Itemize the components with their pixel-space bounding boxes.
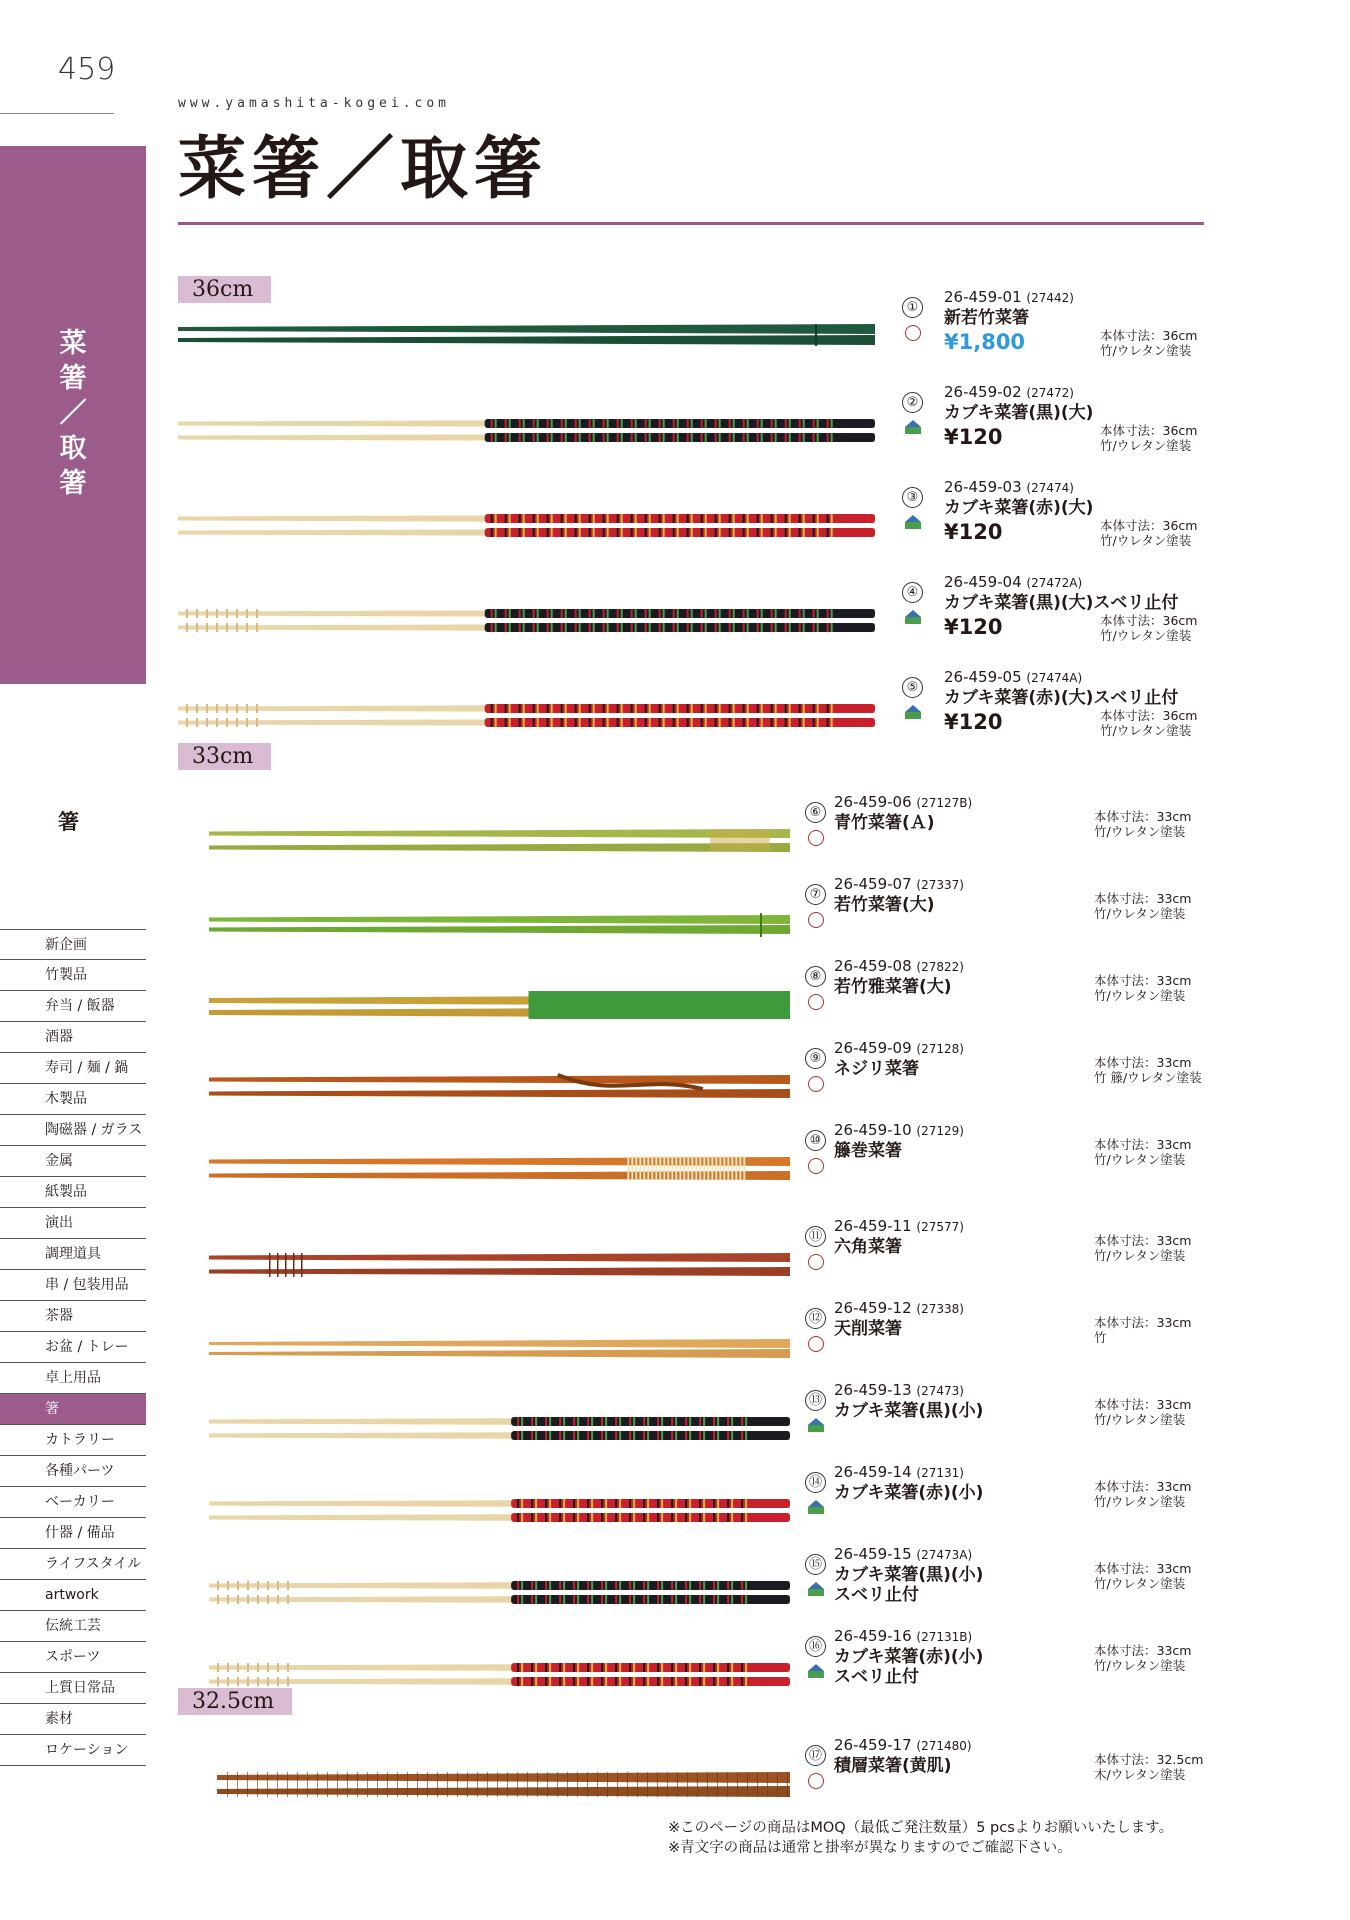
spec-size: 本体寸法：36cm <box>1100 708 1198 723</box>
nav-item[interactable]: 上質日常品 <box>0 1673 146 1704</box>
product-name <box>834 1401 983 1421</box>
product-name <box>834 1237 902 1257</box>
product-code <box>834 1381 964 1399</box>
item-number-badge: ⑬ <box>805 1390 826 1411</box>
item-number-badge: ⑨ <box>805 1048 826 1069</box>
item-number-badge: ⑭ <box>805 1472 826 1493</box>
origin-icon <box>905 325 921 341</box>
spec-material: 竹/ウレタン塗装 <box>1094 1576 1186 1591</box>
code-reference: (27338) <box>916 1302 964 1316</box>
nav-item[interactable]: 箸 <box>0 1394 146 1425</box>
product-name <box>944 688 1178 708</box>
product-spec <box>1100 518 1197 548</box>
product-name-line: 六角菜箸 <box>834 1237 902 1257</box>
spec-material: 竹/ウレタン塗装 <box>1094 988 1186 1003</box>
code-number: 26-459-07 <box>834 875 912 893</box>
spec-size: 本体寸法：33cm <box>1094 1397 1192 1412</box>
nav-item[interactable]: 素材 <box>0 1704 146 1735</box>
product-spec <box>1100 708 1197 738</box>
origin-icon <box>808 830 824 846</box>
product-name-line: 青竹菜箸(Ａ) <box>834 813 935 833</box>
spec-material: 竹/ウレタン塗装 <box>1094 1658 1186 1673</box>
spec-material: 竹/ウレタン塗装 <box>1094 906 1186 921</box>
origin-icon <box>808 1773 824 1789</box>
code-number: 26-459-12 <box>834 1299 912 1317</box>
spec-material: 竹 <box>1094 1330 1107 1345</box>
product-name <box>944 593 1178 613</box>
chopstick-image <box>209 1575 790 1609</box>
origin-icon <box>808 1254 824 1270</box>
product-name-line: カブキ菜箸(赤)(大) <box>944 498 1094 518</box>
product-spec <box>1100 423 1197 453</box>
page-number: 459 <box>58 52 116 87</box>
product-price: ¥120 <box>944 615 1003 639</box>
nav-item[interactable]: 演出 <box>0 1208 146 1239</box>
code-reference: (27127B) <box>916 796 973 810</box>
nav-item[interactable]: 茶器 <box>0 1301 146 1332</box>
product-name <box>834 977 952 997</box>
product-spec <box>1100 613 1197 643</box>
chopstick-image <box>209 1657 790 1691</box>
item-number-badge: ⑯ <box>805 1636 826 1657</box>
chopstick-image <box>209 1329 790 1363</box>
origin-icon <box>808 994 824 1010</box>
side-tab-char: ／ <box>59 398 87 429</box>
side-tab-char: 菜 <box>59 328 87 359</box>
product-code <box>944 478 1074 496</box>
product-name <box>834 1565 983 1605</box>
size-label-32-5cm: 32.5cm <box>178 1688 292 1715</box>
site-url[interactable]: www.yamashita-kogei.com <box>178 96 451 111</box>
code-number: 26-459-02 <box>944 383 1022 401</box>
code-number: 26-459-01 <box>944 288 1022 306</box>
item-number-badge: ⑥ <box>805 802 826 823</box>
product-name-line: カブキ菜箸(黒)(大)スベリ止付 <box>944 593 1179 613</box>
spec-material: 竹/ウレタン塗装 <box>1100 628 1192 643</box>
spec-material: 竹/ウレタン塗装 <box>1094 1494 1186 1509</box>
origin-icon <box>905 515 921 522</box>
spec-size: 本体寸法：33cm <box>1094 809 1192 824</box>
spec-size: 本体寸法：33cm <box>1094 973 1192 988</box>
product-spec <box>1094 1752 1203 1782</box>
nav-item[interactable]: 酒器 <box>0 1022 146 1053</box>
product-spec <box>1100 328 1197 358</box>
product-name <box>944 308 1029 328</box>
product-name-line: カブキ菜箸(赤)(大)スベリ止付 <box>944 688 1179 708</box>
size-label-33cm: 33cm <box>178 743 271 770</box>
origin-icon <box>808 1664 824 1671</box>
product-spec <box>1094 1055 1202 1085</box>
spec-material: 竹/ウレタン塗装 <box>1094 1152 1186 1167</box>
product-spec <box>1094 891 1191 921</box>
product-code <box>944 573 1082 591</box>
nav-item[interactable]: 新企画 <box>0 929 146 960</box>
origin-icon <box>905 610 921 617</box>
product-name-line: カブキ菜箸(黒)(小) <box>834 1565 984 1585</box>
code-number: 26-459-04 <box>944 573 1022 591</box>
spec-size: 本体寸法：32.5cm <box>1094 1752 1204 1767</box>
spec-material: 竹/ウレタン塗装 <box>1100 438 1192 453</box>
spec-size: 本体寸法：33cm <box>1094 1315 1192 1330</box>
chopstick-image <box>178 318 875 352</box>
spec-material: 竹/ウレタン塗装 <box>1100 533 1192 548</box>
spec-material: 竹 籐/ウレタン塗装 <box>1094 1070 1202 1085</box>
code-number: 26-459-13 <box>834 1381 912 1399</box>
code-number: 26-459-14 <box>834 1463 912 1481</box>
product-name <box>834 1647 983 1687</box>
footnote-moq: ※このページの商品はMOQ（最低ご発注数量）5 pcsよりお願いいたします。 <box>668 1820 1174 1836</box>
item-number-badge: ⑰ <box>805 1745 826 1766</box>
chopstick-image <box>178 698 875 732</box>
product-name-line: カブキ菜箸(黒)(小) <box>834 1401 984 1421</box>
nav-item[interactable]: 弁当 / 飯器 <box>0 991 146 1022</box>
product-spec <box>1094 1315 1191 1345</box>
code-reference: (27129) <box>916 1124 964 1138</box>
spec-size: 本体寸法：33cm <box>1094 1055 1192 1070</box>
origin-icon <box>808 1076 824 1092</box>
product-price: ¥120 <box>944 425 1003 449</box>
chopstick-image <box>209 823 790 857</box>
chopstick-image <box>209 1247 790 1281</box>
spec-material: 竹/ウレタン塗装 <box>1094 1412 1186 1427</box>
product-spec <box>1094 1643 1191 1673</box>
spec-size: 本体寸法：33cm <box>1094 1643 1192 1658</box>
product-spec <box>1094 973 1191 1003</box>
spec-size: 本体寸法：33cm <box>1094 1561 1192 1576</box>
product-name <box>834 895 935 915</box>
origin-icon <box>808 1418 824 1425</box>
chopstick-image <box>178 603 875 637</box>
product-spec <box>1094 1561 1191 1591</box>
spec-material: 木/ウレタン塗装 <box>1094 1767 1186 1782</box>
product-name-line: 新若竹菜箸 <box>944 308 1029 328</box>
product-spec <box>1094 1137 1191 1167</box>
code-reference: (27577) <box>916 1220 964 1234</box>
nav-item[interactable]: 串 / 包装用品 <box>0 1270 146 1301</box>
code-reference: (27131B) <box>916 1630 973 1644</box>
origin-icon <box>808 1158 824 1174</box>
nav-item[interactable]: 竹製品 <box>0 960 146 991</box>
item-number-badge: ⑧ <box>805 966 826 987</box>
nav-item[interactable]: 什器 / 備品 <box>0 1518 146 1549</box>
spec-material: 竹/ウレタン塗装 <box>1094 824 1186 839</box>
spec-material: 竹/ウレタン塗装 <box>1100 723 1192 738</box>
item-number-badge: ⑤ <box>902 677 923 698</box>
origin-icon <box>808 1500 824 1507</box>
nav-item[interactable]: artwork <box>0 1580 146 1611</box>
product-code <box>944 383 1074 401</box>
item-number-badge: ⑪ <box>805 1226 826 1247</box>
nav-item[interactable]: 寿司 / 麺 / 鍋 <box>0 1053 146 1084</box>
product-name-line: 若竹菜箸(大) <box>834 895 935 915</box>
code-reference: (27442) <box>1026 291 1074 305</box>
product-spec <box>1094 809 1191 839</box>
nav-item[interactable]: 紙製品 <box>0 1177 146 1208</box>
product-name-line: 天削菜箸 <box>834 1319 902 1339</box>
nav-item[interactable]: お盆 / トレー <box>0 1332 146 1363</box>
code-reference: (27822) <box>916 960 964 974</box>
side-tab-label <box>52 326 94 501</box>
chopstick-image <box>209 1411 790 1445</box>
nav-item[interactable]: カトラリー <box>0 1425 146 1456</box>
code-reference: (27337) <box>916 878 964 892</box>
item-number-badge: ⑫ <box>805 1308 826 1329</box>
spec-size: 本体寸法：33cm <box>1094 1137 1192 1152</box>
code-reference: (27474) <box>1026 481 1074 495</box>
chopstick-image <box>209 1493 790 1527</box>
nav-item[interactable]: 卓上用品 <box>0 1363 146 1394</box>
code-number: 26-459-15 <box>834 1545 912 1563</box>
product-spec <box>1094 1397 1191 1427</box>
origin-icon <box>905 420 921 427</box>
item-number-badge: ④ <box>902 582 923 603</box>
product-code <box>834 875 964 893</box>
chopstick-image <box>217 1766 790 1800</box>
nav-item[interactable]: ライフスタイル <box>0 1549 146 1580</box>
product-code <box>834 1627 972 1645</box>
nav-item[interactable]: 木製品 <box>0 1084 146 1115</box>
product-name-line: 籐巻菜箸 <box>834 1141 902 1161</box>
nav-item[interactable]: ベーカリー <box>0 1487 146 1518</box>
spec-material: 竹/ウレタン塗装 <box>1094 1248 1186 1263</box>
code-reference: (27473) <box>916 1384 964 1398</box>
code-number: 26-459-05 <box>944 668 1022 686</box>
product-name-line: 積層菜箸(黄肌) <box>834 1756 952 1776</box>
product-code <box>834 1463 964 1481</box>
chopstick-image <box>209 1151 790 1185</box>
spec-size: 本体寸法：33cm <box>1094 1233 1192 1248</box>
spec-size: 本体寸法：33cm <box>1094 891 1192 906</box>
item-number-badge: ① <box>902 297 923 318</box>
product-code <box>944 288 1074 306</box>
origin-icon <box>808 1336 824 1352</box>
page-title: 菜箸／取箸 <box>178 129 549 209</box>
code-number: 26-459-08 <box>834 957 912 975</box>
product-name <box>834 1059 919 1079</box>
spec-size: 本体寸法：36cm <box>1100 423 1198 438</box>
product-name <box>834 813 935 833</box>
product-code <box>944 668 1082 686</box>
code-reference: (27128) <box>916 1042 964 1056</box>
origin-icon <box>905 705 921 712</box>
product-name-line: カブキ菜箸(黒)(大) <box>944 403 1094 423</box>
product-name <box>944 498 1093 518</box>
product-code <box>834 1217 964 1235</box>
item-number-badge: ③ <box>902 487 923 508</box>
nav-item[interactable]: ロケーション <box>0 1735 146 1766</box>
side-tab-char: 箸 <box>59 363 87 394</box>
size-label-36cm: 36cm <box>178 276 271 303</box>
side-tab-char: 箸 <box>59 468 87 499</box>
product-price: ¥1,800 <box>944 330 1026 354</box>
product-name <box>834 1483 983 1503</box>
chopstick-image <box>209 1069 790 1103</box>
code-number: 26-459-06 <box>834 793 912 811</box>
product-name-line: スベリ止付 <box>834 1667 919 1687</box>
product-name <box>944 403 1093 423</box>
spec-size: 本体寸法：36cm <box>1100 328 1198 343</box>
nav-item[interactable]: 各種パーツ <box>0 1456 146 1487</box>
product-name <box>834 1756 952 1776</box>
code-number: 26-459-10 <box>834 1121 912 1139</box>
footnote-blue-price: ※青文字の商品は通常と掛率が異なりますのでご確認下さい。 <box>668 1840 1072 1856</box>
code-reference: (27131) <box>916 1466 964 1480</box>
product-code <box>834 1299 964 1317</box>
item-number-badge: ⑩ <box>805 1130 826 1151</box>
code-number: 26-459-16 <box>834 1627 912 1645</box>
spec-size: 本体寸法：36cm <box>1100 613 1198 628</box>
product-price: ¥120 <box>944 710 1003 734</box>
chopstick-image <box>178 413 875 447</box>
nav-item[interactable]: 陶磁器 / ガラス <box>0 1115 146 1146</box>
nav-item[interactable]: 金属 <box>0 1146 146 1177</box>
product-code <box>834 1039 964 1057</box>
footnotes <box>668 1818 1173 1858</box>
chopstick-image <box>209 905 790 939</box>
code-reference: (271480) <box>916 1739 972 1753</box>
product-name-line: スベリ止付 <box>834 1585 919 1605</box>
code-reference: (27472A) <box>1026 576 1083 590</box>
product-code <box>834 1736 972 1754</box>
product-name-line: 若竹雅菜箸(大) <box>834 977 952 997</box>
origin-icon <box>808 1582 824 1589</box>
product-price: ¥120 <box>944 520 1003 544</box>
nav-item[interactable]: 調理道具 <box>0 1239 146 1270</box>
item-number-badge: ② <box>902 392 923 413</box>
item-number-badge: ⑮ <box>805 1554 826 1575</box>
code-reference: (27472) <box>1026 386 1074 400</box>
product-name-line: ネジリ菜箸 <box>834 1059 919 1079</box>
product-code <box>834 1121 964 1139</box>
code-number: 26-459-03 <box>944 478 1022 496</box>
chopstick-image <box>178 508 875 542</box>
chopstick-image <box>209 987 790 1021</box>
product-code <box>834 957 964 975</box>
nav-item[interactable]: スポーツ <box>0 1642 146 1673</box>
spec-size: 本体寸法：36cm <box>1100 518 1198 533</box>
product-code <box>834 1545 972 1563</box>
code-number: 26-459-17 <box>834 1736 912 1754</box>
origin-icon <box>808 912 824 928</box>
spec-material: 竹/ウレタン塗装 <box>1100 343 1192 358</box>
page-number-divider <box>0 113 114 114</box>
item-number-badge: ⑦ <box>805 884 826 905</box>
category-nav <box>0 929 146 1766</box>
product-name <box>834 1319 902 1339</box>
spec-size: 本体寸法：33cm <box>1094 1479 1192 1494</box>
code-number: 26-459-11 <box>834 1217 912 1235</box>
section-label: 箸 <box>58 810 79 834</box>
product-spec <box>1094 1233 1191 1263</box>
code-reference: (27474A) <box>1026 671 1083 685</box>
code-number: 26-459-09 <box>834 1039 912 1057</box>
nav-item[interactable]: 伝統工芸 <box>0 1611 146 1642</box>
code-reference: (27473A) <box>916 1548 973 1562</box>
side-tab-char: 取 <box>59 433 87 464</box>
title-underline <box>178 222 1204 225</box>
product-name-line: カブキ菜箸(赤)(小) <box>834 1647 984 1667</box>
product-name-line: カブキ菜箸(赤)(小) <box>834 1483 984 1503</box>
product-code <box>834 793 972 811</box>
product-name <box>834 1141 902 1161</box>
product-spec <box>1094 1479 1191 1509</box>
